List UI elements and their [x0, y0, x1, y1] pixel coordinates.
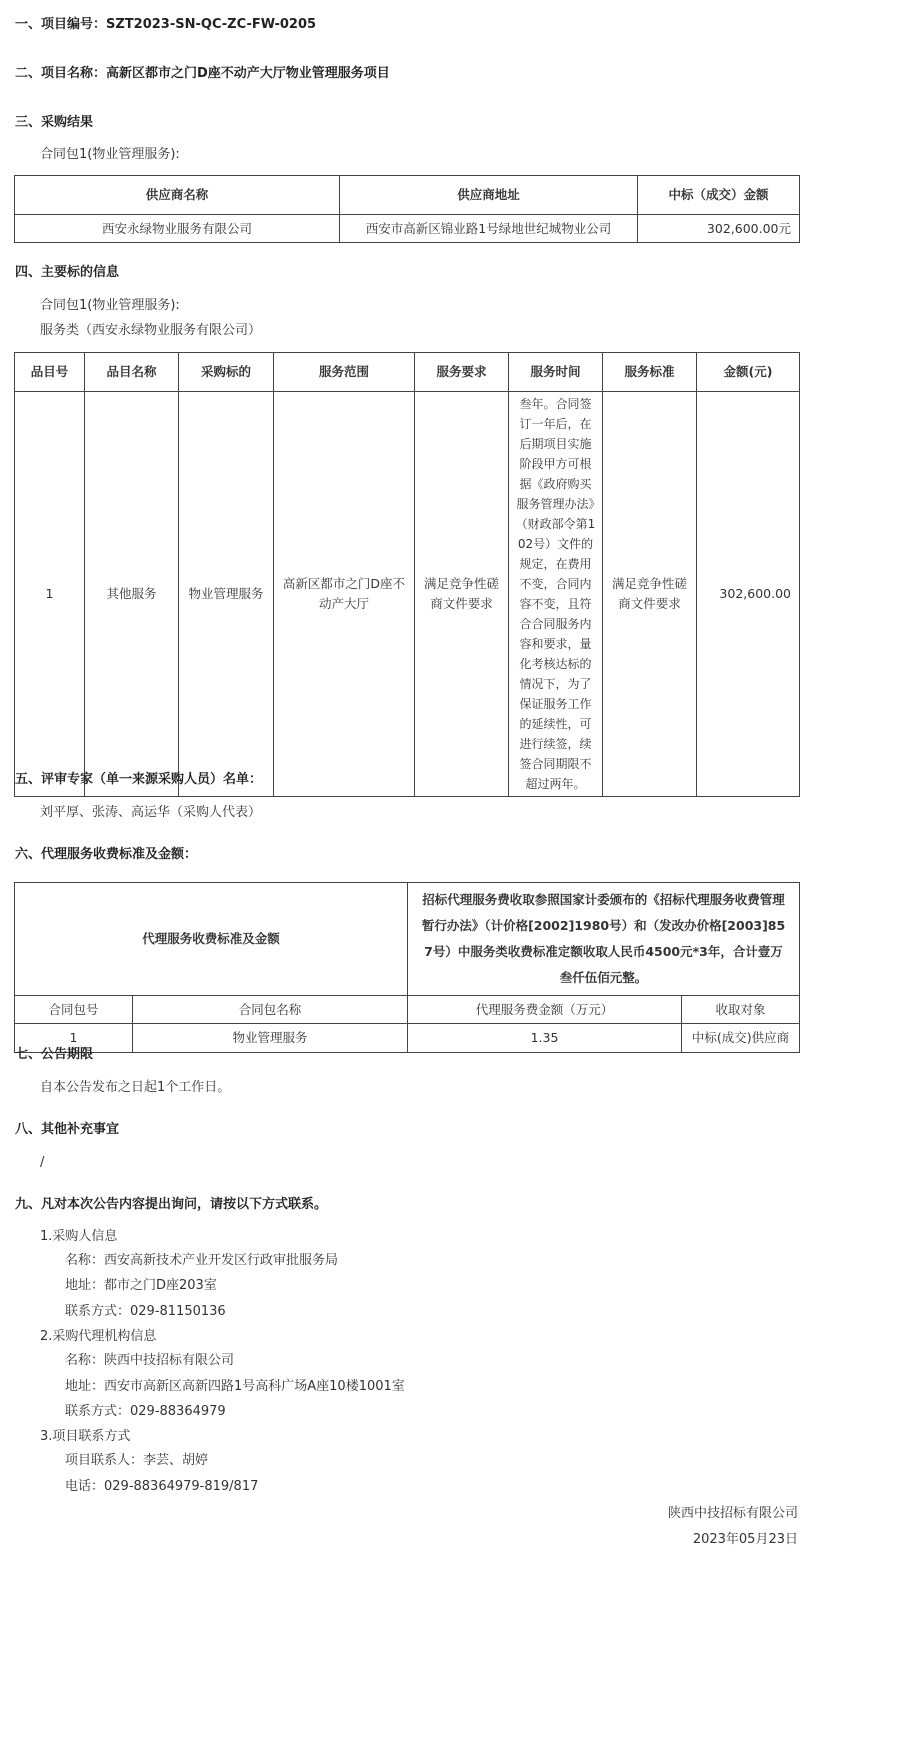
supplementary-value: /	[40, 1155, 45, 1170]
buyer-address: 地址：都市之门D座203室	[65, 1278, 217, 1293]
table-header-row	[15, 176, 800, 215]
experts-heading: 五、评审专家（单一来源采购人员）名单：	[15, 772, 263, 787]
cell-bid-amount: 302,600.00元	[638, 215, 800, 243]
agent-contact: 联系方式：029-88364979	[65, 1404, 226, 1419]
cell-supplier-address: 西安市高新区锦业路1号绿地世纪城物业公司	[340, 215, 638, 243]
cell-item-no: 1	[15, 392, 85, 797]
project-contact-person: 项目联系人：李芸、胡婷	[65, 1453, 209, 1468]
contact-heading: 九、凡对本次公告内容提出询问，请按以下方式联系。	[15, 1197, 328, 1212]
notice-period-heading: 七、公告期限	[15, 1047, 94, 1062]
project-name-label: 二、项目名称：	[15, 66, 107, 81]
subject-table	[14, 352, 800, 797]
subject-package-label: 合同包1(物业管理服务):	[40, 298, 180, 313]
project-number-value: SZT2023-SN-QC-ZC-FW-0205	[106, 17, 317, 32]
project-number	[15, 16, 316, 34]
cell-target: 物业管理服务	[179, 392, 274, 797]
cell-charge-target: 中标(成交)供应商	[682, 1024, 800, 1053]
experts-list: 刘平厚、张涛、高运华（采购人代表）	[40, 805, 262, 820]
result-table	[14, 175, 800, 243]
supplementary-heading: 八、其他补充事宜	[15, 1122, 120, 1137]
agency-fee-heading: 六、代理服务收费标准及金额：	[15, 847, 198, 862]
header-target: 采购标的	[179, 353, 274, 392]
header-package-no: 合同包号	[15, 996, 133, 1024]
cell-package-name: 物业管理服务	[133, 1024, 408, 1053]
header-item-name: 品目名称	[85, 353, 179, 392]
agent-address: 地址：西安市高新区高新四路1号高科广场A座10楼1001室	[65, 1379, 405, 1394]
fee-standard-label: 代理服务收费标准及金额	[15, 883, 408, 996]
project-contact-title: 3.项目联系方式	[40, 1429, 131, 1444]
agent-name: 名称：陕西中技招标有限公司	[65, 1353, 235, 1368]
fee-standard-description: 招标代理服务费收取参照国家计委颁布的《招标代理服务收费管理暂行办法》（计价格[2002]1980号）和（发改办价格[2003]857号）中服务类收费标准定额收取人民币4500元*3年，合计壹万叁仟伍佰元整。	[408, 883, 800, 996]
procurement-result-heading: 三、采购结果	[15, 115, 94, 130]
header-requirement: 服务要求	[415, 353, 509, 392]
header-package-name: 合同包名称	[133, 996, 408, 1024]
cell-scope: 高新区都市之门D座不动产大厅	[274, 392, 415, 797]
header-scope: 服务范围	[274, 353, 415, 392]
header-item-no: 品目号	[15, 353, 85, 392]
project-name-value: 高新区都市之门D座不动产大厅物业管理服务项目	[106, 66, 390, 81]
notice-period-value: 自本公告发布之日起1个工作日。	[40, 1080, 231, 1095]
header-time: 服务时间	[509, 353, 603, 392]
footer-date: 2023年05月23日	[692, 1532, 798, 1547]
header-amount: 金额(元)	[697, 353, 800, 392]
cell-fee-amount: 1.35	[408, 1024, 682, 1053]
header-supplier-name: 供应商名称	[15, 176, 340, 215]
buyer-contact: 联系方式：029-81150136	[65, 1304, 226, 1319]
header-supplier-address: 供应商地址	[340, 176, 638, 215]
table-row	[15, 1024, 800, 1053]
project-contact-phone: 电话：029-88364979-819/817	[65, 1479, 259, 1494]
cell-package-no: 1	[15, 1024, 133, 1053]
cell-requirement: 满足竞争性磋商文件要求	[415, 392, 509, 797]
subject-category-label: 服务类（西安永绿物业服务有限公司）	[40, 323, 262, 338]
header-bid-amount: 中标（成交）金额	[638, 176, 800, 215]
project-name	[15, 65, 390, 83]
table-row	[15, 392, 800, 797]
cell-service-time: 叁年。合同签订一年后，在后期项目实施阶段甲方可根据《政府购买服务管理办法》（财政部令第102号）文件的规定，在费用不变，合同内容不变，且符合合同服务内容和要求，量化考核达标的情况下，为了保证服务工作的延续性，可进行续签，续签合同期限不超过两年。	[509, 392, 603, 797]
agency-fee-table	[14, 882, 800, 1053]
project-number-label: 一、项目编号：	[15, 17, 107, 32]
result-package-label: 合同包1(物业管理服务):	[40, 147, 180, 162]
footer-organization: 陕西中技招标有限公司	[667, 1506, 798, 1521]
header-fee-amount: 代理服务费金额（万元）	[408, 996, 682, 1024]
cell-standard: 满足竞争性磋商文件要求	[603, 392, 697, 797]
table-header-row	[15, 996, 800, 1024]
cell-item-name: 其他服务	[85, 392, 179, 797]
agent-info-title: 2.采购代理机构信息	[40, 1329, 157, 1344]
table-header-row	[15, 353, 800, 392]
header-charge-target: 收取对象	[682, 996, 800, 1024]
buyer-info-title: 1.采购人信息	[40, 1229, 118, 1244]
fee-standard-row	[15, 883, 800, 996]
buyer-name: 名称：西安高新技术产业开发区行政审批服务局	[65, 1253, 339, 1268]
main-subject-heading: 四、主要标的信息	[15, 265, 120, 280]
header-standard: 服务标准	[603, 353, 697, 392]
cell-supplier-name: 西安永绿物业服务有限公司	[15, 215, 340, 243]
table-row	[15, 215, 800, 243]
cell-amount: 302,600.00	[697, 392, 800, 797]
